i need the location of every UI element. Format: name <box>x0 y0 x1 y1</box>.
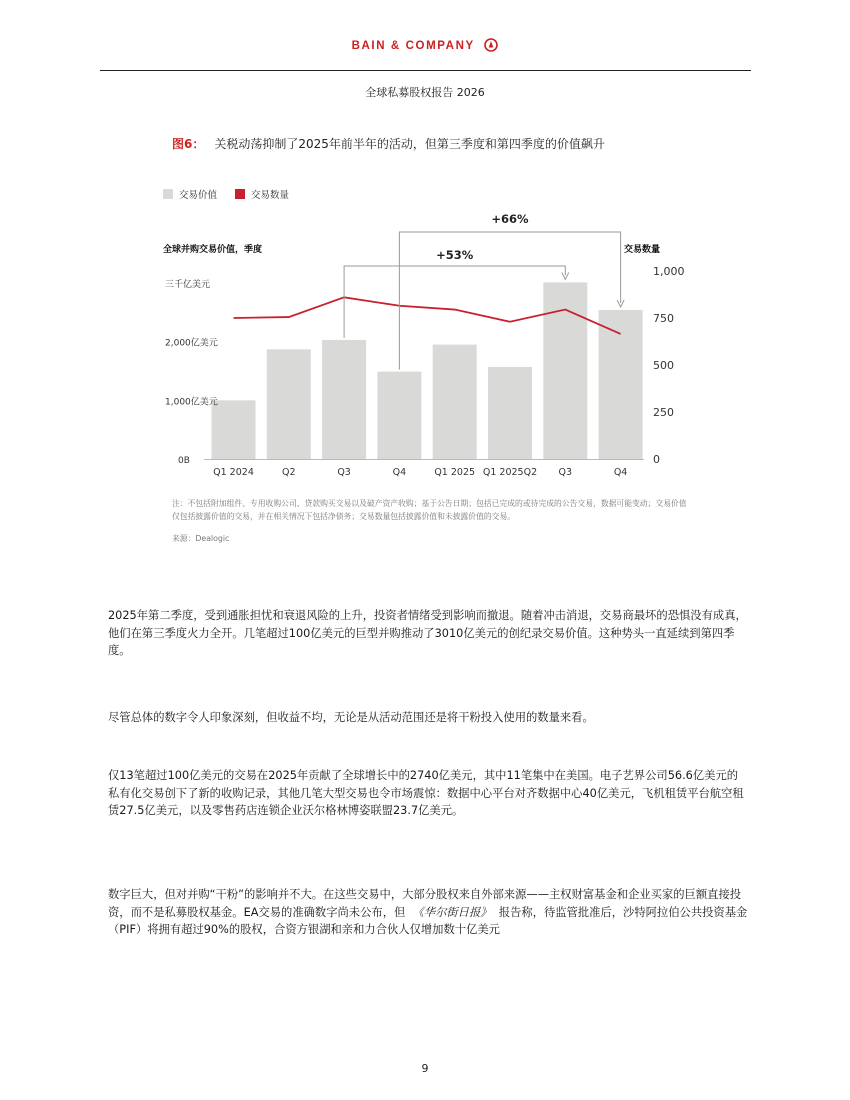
y-left-tick-label: 2,000亿美元 <box>165 338 218 349</box>
x-tick-label: Q1 2025Q2 <box>482 467 538 478</box>
y-right-tick-label: 750 <box>653 312 674 325</box>
legend-label-count: 交易数量 <box>251 190 290 201</box>
x-tick-label: Q3 <box>558 467 573 478</box>
body-paragraph-1: 2025年第二季度，受到通胀担忧和衰退风险的上升，投资者情绪受到影响而撤退。随着冲击消退，交易商最坏的恐惧没有成真，他们在第三季度火力全开。几笔超过100亿美元的巨型并购推动了3010亿美元的创纪录交易价值。这种势头一直延续到第四季度。 <box>108 609 747 657</box>
y-right-tick-label: 500 <box>653 359 674 372</box>
x-tick-label: Q3 <box>337 467 351 478</box>
y-right-tick-label: 250 <box>653 406 674 419</box>
figure-source: 来源：Dealogic <box>172 534 230 543</box>
y-left-tick-label: 三千亿美元 <box>165 280 211 290</box>
y-left-tick-label: 0B <box>178 456 190 466</box>
bar-deal-value <box>488 367 532 459</box>
report-title: 全球私募股权报告 2026 <box>365 86 485 99</box>
figure-label: 图6： <box>172 137 205 151</box>
y-left-tick-label: 1,000亿美元 <box>165 397 218 408</box>
x-tick-label: Q4 <box>613 467 628 478</box>
growth-bracket <box>399 232 620 370</box>
y-axis-title-right: 交易数量 <box>624 245 661 255</box>
y-axis-title-left: 全球并购交易价值，季度 <box>163 245 263 255</box>
bar-deal-value <box>433 345 477 459</box>
wsj-citation: 《华尔街日报》 <box>412 905 492 919</box>
bar-deal-value <box>322 340 366 459</box>
body-paragraph-3: 仅13笔超过100亿美元的交易在2025年贡献了全球增长中的2740亿美元，其中11笔集中在美国。电子艺界公司56.6亿美元的私有化交易创下了新的收购记录，其他几笔大型交易也令市场震惊：数据中心平台对齐数据中心40亿美元，飞机租赁平台航空租赁27.5亿美元，以及零售药店连锁企业沃尔格林博姿联盟23.7亿美元。 <box>108 769 744 817</box>
bar-deal-value <box>212 400 256 459</box>
growth-annotation: +53% <box>436 248 474 262</box>
x-tick-label: Q1 2025 <box>434 467 476 478</box>
figure-title-text: 关税动荡抑制了2025年前半年的活动，但第三季度和第四季度的价值飙升 <box>214 137 605 151</box>
deal-value-chart <box>0 0 850 490</box>
bar-deal-value <box>599 310 643 459</box>
page-number: 9 <box>421 1062 429 1075</box>
growth-annotation: +66% <box>491 212 529 226</box>
x-tick-label: Q4 <box>392 467 407 478</box>
body-paragraph-4-end: 报告称，待监管批准后，沙特阿拉伯公共投资基金（PIF）将拥有超过90%的股权，合资方银湖和亲和力合伙人仅增加数十亿美元 <box>108 905 748 936</box>
x-tick-label: Q2 <box>282 467 296 478</box>
brand-name: BAIN & COMPANY <box>351 40 475 52</box>
legend-label-value: 交易价值 <box>179 190 218 201</box>
body-paragraph-4 <box>108 886 748 939</box>
x-tick-label: Q1 2024 <box>213 467 254 478</box>
bar-deal-value <box>267 349 311 459</box>
figure-note: 注：不包括附加组件、专用收购公司、贷款购买交易以及破产资产收购；基于公告日期；包括已完成的或待完成的公告交易，数据可能变动；交易价值仅包括披露价值的交易，并在相关情况下包括净债务；交易数量包括披露价值和未披露价值的交易。 <box>172 499 687 521</box>
body-paragraph-4-start: 数字巨大，但对并购“干粉”的影响并不大。在这些交易中，大部分股权来自外部来源——主权财富基金和企业买家的巨额直接投资，而不是私募股权基金。EA交易的准确数字尚未公布，但 <box>108 888 742 919</box>
body-paragraph-2: 尽管总体的数字令人印象深刻，但收益不均，无论是从活动范围还是将干粉投入使用的数量来看。 <box>108 711 594 724</box>
y-right-tick-label: 0 <box>653 453 660 466</box>
bar-deal-value <box>377 372 421 459</box>
y-right-tick-label: 1,000 <box>653 265 685 278</box>
